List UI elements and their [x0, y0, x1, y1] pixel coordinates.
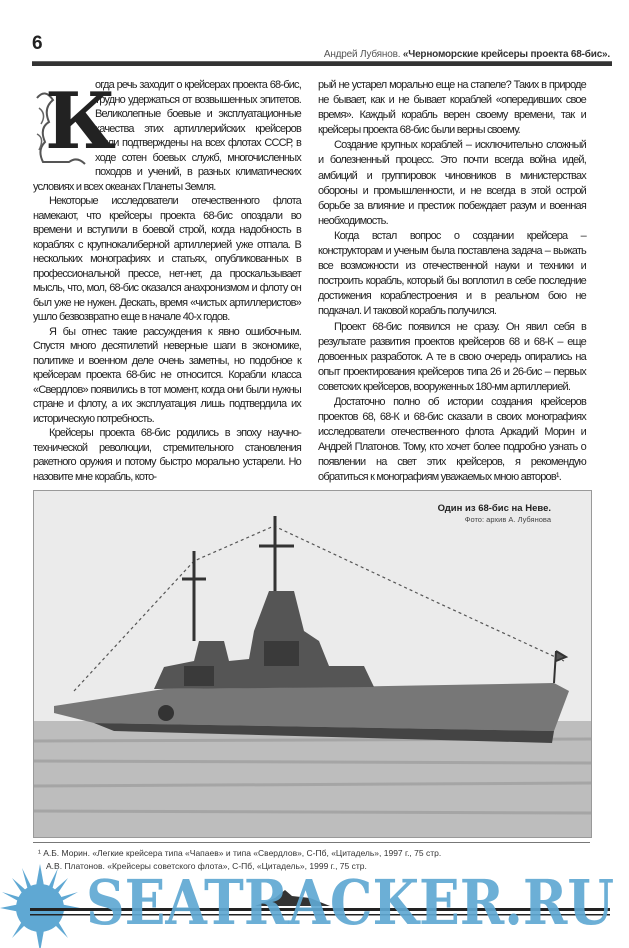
watermark-text: SEATRACKER.RU: [86, 866, 614, 936]
page-number: 6: [32, 33, 43, 54]
header-author: Андрей Лубянов.: [323, 49, 401, 60]
paragraph: Когда встал вопрос о создании крейсера – конструкторам и ученым была поставлена задача – выжать все возможности из отечественной науки и техники и построить корабль, который бы воплотил в себе последние достижения кораблестроения и в реальном бою не подкачал. И таковой корабль получился.: [318, 229, 586, 318]
paragraph: Я бы отнес такие рассуждения к явно ошибочным. Спустя много десятилетий неверные шаги в экономике, политике и военном деле очень заметны, но подобное к крейсерам проекта 68-бис не относится. Корабли класса «Свердлов» появились в тот момент, когда они были нужны стране и флоту, а их эксплуатация лишь подтвердила их историческую потребность.: [33, 325, 301, 425]
paragraph: огда речь заходит о крейсерах проекта 68-бис, трудно удержаться от возвышенных эпитетов. Великолепные боевые и эксплуатационные качества этих артиллерийских крейсеров были подтверждены на всех флотах СССР, в ходе сотен боевых служб, многочисленных походов и учений, в разных климатических условиях и всех океанах Планеты Земля.: [33, 79, 301, 193]
header-book-title: «Черноморские крейсеры проекта 68-бис».: [402, 49, 610, 60]
ship-photo: [33, 490, 592, 838]
sun-icon: [0, 864, 80, 948]
paragraph: рый не устарел морально еще на стапеле? Таких в природе не бывает, как и не бывает кораблей «опередивших свое время». Каждый корабль верен своему времени, так и крейсеры проекта 68-бис были верны своему.: [318, 79, 586, 137]
right-column: [318, 78, 586, 486]
paragraph: Крейсеры проекта 68-бис родились в эпоху научно-технической революции, стремительного становления ракетного оружия и потому быстро морально устарели. Но назовите мне корабль, кото-: [33, 427, 301, 483]
watermark-text-wrap: [86, 864, 616, 936]
running-header: [318, 49, 610, 60]
cruiser-illustration: [34, 491, 591, 837]
left-column: [33, 78, 301, 484]
paragraph: Создание крупных кораблей – исключительно сложный и болезненный процесс. Это почти всегда война идей, амбиций и группировок чиновников в министерствах обороны и промышленности, и не всегда в этой острой борьбе за влияние и престиж побеждает разум и военная необходимость.: [318, 139, 586, 227]
footnote-2: А.В. Платонов. «Крейсеры советского флота», С-Пб, «Цитадель», 1999 г., 75 стр.: [46, 861, 367, 871]
drop-cap: [33, 76, 116, 168]
paragraph: Проект 68-бис появился не сразу. Он явил себя в результате развития проектов крейсеров 68 и 68-К – еще довоенных разработок. А те в свою очередь опирались на опыт проектирования крейсеров типа 26 и 26-бис – первых советских крейсеров, вооруженных 180-мм артиллерией.: [318, 320, 586, 393]
footnote-rule: [33, 842, 590, 843]
photo-credit: Фото: архив А. Лубянова: [464, 515, 551, 524]
footnote-1: ¹ А.Б. Морин. «Легкие крейсера типа «Чапаев» и типа «Свердлов», С-Пб, «Цитадель», 1997 г., 75 стр.: [38, 848, 442, 858]
header-rule: [32, 61, 612, 66]
photo-caption: Один из 68-бис на Неве.: [437, 503, 551, 514]
paragraph: Некоторые исследователи отечественного флота намекают, что крейсеры проекта 68-бис опоздали во времени и вступили в боевой строй, когда надобность в кораблях с крупнокалиберной артиллерией уже отпала. В нескольких монографиях и статьях, опубликованных в профессиональной прессе, нет-нет, да проскальзывает мысль, что, мол, 68-бис оказался анахронизмом и флоту он был уже не нужен. Дескать, время «чистых артиллеристов» ушло безвозвратно еще в начале 40-х годов.: [33, 195, 301, 323]
drop-cap-letter: К: [45, 76, 116, 167]
paragraph: Достаточно полно об истории создания крейсеров проектов 68, 68-К и 68-бис сказали в своих монографиях исследователи отечественного флота Аркадий Морин и Андрей Платонов. Тому, кто хочет более подробно узнать о появлении на свет этих крейсеров, я рекомендую обратиться к монографиям уважаемых мною авторов¹.: [318, 395, 586, 484]
